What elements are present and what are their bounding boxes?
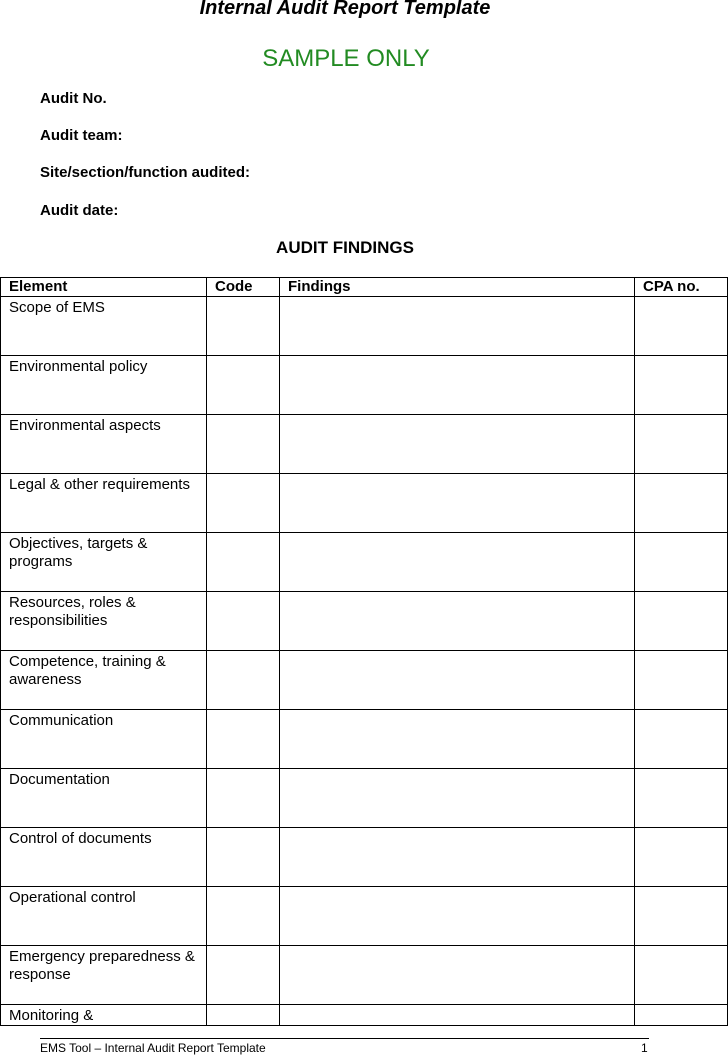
table-row [1,1005,728,1026]
code-cell[interactable] [207,474,280,533]
column-header-code: Code [207,278,280,297]
code-cell[interactable] [207,297,280,356]
element-cell: Control of documents [1,828,207,887]
code-cell[interactable] [207,1005,280,1026]
findings-cell[interactable] [280,828,635,887]
findings-table-body [1,297,728,1026]
audit-date-label: Audit date: [40,202,119,219]
footer-rule [40,1038,649,1039]
cpa-no-cell[interactable] [635,710,728,769]
site-audited-label: Site/section/function audited: [40,164,251,181]
element-cell: Legal & other requirements [1,474,207,533]
table-row [1,356,728,415]
findings-cell[interactable] [280,946,635,1005]
document-title: Internal Audit Report Template [199,0,491,19]
element-cell: Documentation [1,769,207,828]
cpa-no-cell[interactable] [635,474,728,533]
audit-findings-table [0,277,728,1026]
element-cell: Resources, roles & responsibilities [1,592,207,651]
column-header-findings: Findings [280,278,635,297]
code-cell[interactable] [207,651,280,710]
cpa-no-cell[interactable] [635,356,728,415]
cpa-no-cell[interactable] [635,297,728,356]
code-cell[interactable] [207,710,280,769]
cpa-no-cell[interactable] [635,651,728,710]
footer-text: EMS Tool – Internal Audit Report Template [40,1041,266,1055]
code-cell[interactable] [207,592,280,651]
cpa-no-cell[interactable] [635,592,728,651]
cpa-no-cell[interactable] [635,887,728,946]
findings-cell[interactable] [280,1005,635,1026]
code-cell[interactable] [207,946,280,1005]
table-row [1,769,728,828]
cpa-no-cell[interactable] [635,415,728,474]
code-cell[interactable] [207,415,280,474]
code-cell[interactable] [207,769,280,828]
table-row [1,474,728,533]
element-cell: Communication [1,710,207,769]
table-row [1,946,728,1005]
code-cell[interactable] [207,533,280,592]
findings-cell[interactable] [280,297,635,356]
cpa-no-cell[interactable] [635,828,728,887]
element-cell: Objectives, targets & programs [1,533,207,592]
cpa-no-cell[interactable] [635,1005,728,1026]
element-cell: Competence, training & awareness [1,651,207,710]
code-cell[interactable] [207,887,280,946]
sample-watermark: SAMPLE ONLY [262,45,430,72]
findings-cell[interactable] [280,415,635,474]
element-cell: Scope of EMS [1,297,207,356]
audit-team-label: Audit team: [40,127,123,144]
cpa-no-cell[interactable] [635,533,728,592]
table-row [1,533,728,592]
findings-cell[interactable] [280,356,635,415]
findings-cell[interactable] [280,710,635,769]
cpa-no-cell[interactable] [635,946,728,1005]
findings-cell[interactable] [280,533,635,592]
table-header-row [1,278,728,297]
code-cell[interactable] [207,356,280,415]
footer-page-number: 1 [641,1041,648,1055]
table-row [1,592,728,651]
table-row [1,887,728,946]
table-row [1,710,728,769]
element-cell: Operational control [1,887,207,946]
element-cell: Emergency preparedness & response [1,946,207,1005]
table-row [1,651,728,710]
findings-cell[interactable] [280,474,635,533]
cpa-no-cell[interactable] [635,769,728,828]
table-row [1,297,728,356]
element-cell: Monitoring & [1,1005,207,1026]
audit-no-label: Audit No. [40,90,107,107]
findings-cell[interactable] [280,592,635,651]
code-cell[interactable] [207,828,280,887]
element-cell: Environmental aspects [1,415,207,474]
findings-cell[interactable] [280,769,635,828]
table-row [1,415,728,474]
table-row [1,828,728,887]
findings-cell[interactable] [280,887,635,946]
findings-cell[interactable] [280,651,635,710]
column-header-element: Element [1,278,207,297]
column-header-cpa: CPA no. [635,278,728,297]
element-cell: Environmental policy [1,356,207,415]
audit-findings-heading: AUDIT FINDINGS [276,238,414,257]
